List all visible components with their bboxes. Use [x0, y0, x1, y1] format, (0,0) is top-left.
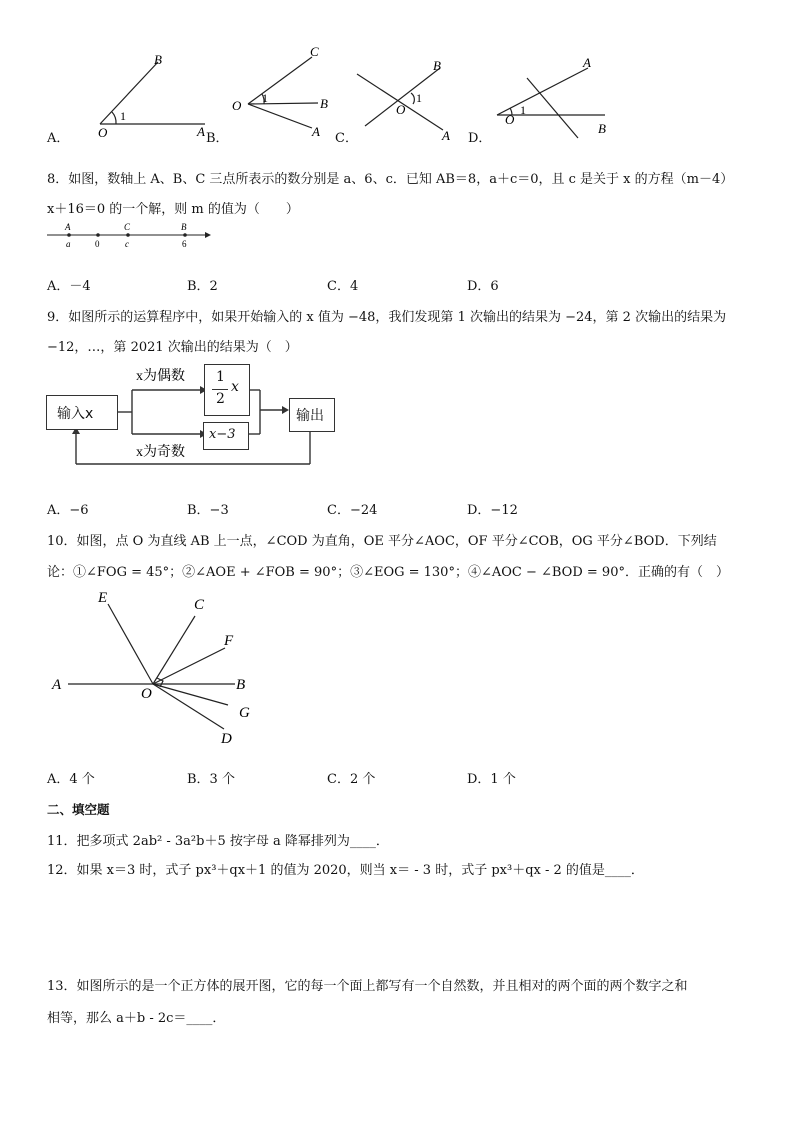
q10-label-f: F: [224, 633, 234, 649]
q11-text: 11．把多项式 2ab² - 3a²b＋5 按字母 a 降幂排列为____．: [47, 834, 389, 849]
q8-nl-c-bottom: c: [125, 239, 129, 249]
q8-nl-b-top: B: [181, 222, 187, 232]
q12-text: 12．如果 x＝3 时，式子 px³＋qx＋1 的值为 2020，则当 x＝ - 3 时，式子 px³＋qx - 2 的值是____．: [47, 863, 644, 878]
q7d-label-b: B: [598, 121, 606, 136]
q7-option-d-label[interactable]: D．: [468, 131, 492, 146]
q8-nl-zero: 0: [95, 239, 100, 249]
q9-option-a[interactable]: A．−6: [47, 503, 89, 518]
q9-option-d[interactable]: D．−12: [467, 503, 518, 518]
q10-text-line1: 10．如图，点 O 为直线 AB 上一点，∠COD 为直角，OE 平分∠AOC，OF 平分∠COB，OG 平分∠BOD．下列结: [47, 534, 717, 549]
q7a-label-b: B: [154, 52, 162, 67]
q13-text-line1: 13．如图所示的是一个正方体的展开图，它的每一个面上都写有一个自然数，并且相对的两个面的两个数字之和: [47, 979, 688, 994]
q10-label-c: C: [194, 597, 205, 613]
q9-half-var: x: [231, 379, 239, 395]
q9-flow-even-label: x为偶数: [136, 369, 185, 384]
q10-label-o: O: [141, 686, 152, 702]
q7c-label-a: A: [442, 128, 450, 143]
q8-text-line1: 8．如图，数轴上 A、B、C 三点所表示的数分别是 a、6、c．已知 AB＝8，a＋c＝0，且 c 是关于 x 的方程（m－4）: [47, 172, 734, 187]
q9-text-line2: −12，…，第 2021 次输出的结果为（ ）: [47, 340, 298, 355]
q8-nl-a-top: A: [65, 222, 71, 232]
q7d-label-1: 1: [520, 103, 526, 117]
q7d-label-a: A: [583, 55, 591, 70]
q9-output-text: 输出: [296, 408, 324, 424]
q13-text-line2: 相等，那么 a＋b - 2c＝____．: [47, 1011, 226, 1026]
q9-option-b[interactable]: B．−3: [187, 503, 229, 518]
q10-option-b[interactable]: B．3 个: [187, 772, 235, 787]
q10-label-e: E: [98, 590, 108, 606]
q7a-label-a: A: [197, 124, 205, 139]
q9-output-box: [289, 398, 335, 432]
q7-figure-a: [100, 62, 205, 124]
q7d-label-o: O: [505, 112, 515, 127]
q7-figure-b: [248, 57, 318, 128]
q7a-label-1: 1: [120, 109, 126, 123]
q8-option-b[interactable]: B．2: [187, 279, 218, 294]
q9-half-num: 1: [216, 369, 225, 385]
q7c-label-b: B: [433, 58, 441, 73]
q9-half-den: 2: [216, 391, 225, 407]
q9-fraction-bar: [212, 389, 228, 390]
q7-figures: [0, 40, 800, 150]
q10-label-d: D: [221, 731, 232, 747]
q10-label-a: A: [52, 677, 62, 693]
q7b-label-a: A: [312, 124, 320, 139]
q9-input-box: [46, 395, 118, 430]
q9-text-line1: 9．如图所示的运算程序中，如果开始输入的 x 值为 −48，我们发现第 1 次输出的结果为 −24，第 2 次输出的结果为: [47, 310, 727, 325]
q7a-label-o: O: [98, 125, 108, 140]
q7c-label-1: 1: [416, 91, 422, 105]
q7-option-c-label[interactable]: C．: [335, 131, 358, 146]
q9-half-box: [204, 364, 250, 416]
q8-nl-six: 6: [182, 239, 187, 249]
q8-option-c[interactable]: C．4: [327, 279, 359, 294]
q8-text-line2: x＋16＝0 的一个解，则 m 的值为（ ）: [47, 202, 299, 217]
q7b-label-1: 1: [262, 91, 268, 105]
q7b-label-o: O: [232, 98, 242, 113]
q7-figure-c: [357, 68, 443, 130]
q7b-label-c: C: [310, 44, 319, 59]
q7c-label-o: O: [396, 102, 406, 117]
q9-option-c[interactable]: C．−24: [327, 503, 378, 518]
q8-option-d[interactable]: D．6: [467, 279, 499, 294]
q10-option-d[interactable]: D．1 个: [467, 772, 516, 787]
q8-option-a[interactable]: A．－4: [47, 279, 91, 294]
q10-figure: [40, 585, 280, 750]
q9-minus-box: [203, 422, 249, 450]
q10-option-c[interactable]: C．2 个: [327, 772, 376, 787]
q10-label-b: B: [236, 677, 246, 693]
q7-figure-d: [497, 68, 605, 138]
q10-text-line2: 论：①∠FOG = 45°；②∠AOE + ∠FOB = 90°；③∠EOG = 130°；④∠AOC − ∠BOD = 90°．正确的有（ ）: [47, 565, 729, 580]
q9-flow-odd-label: x为奇数: [136, 445, 185, 460]
q7b-label-b: B: [320, 96, 328, 111]
q8-nl-c-top: C: [124, 222, 131, 232]
section-fill-in-title: 二、填空题: [47, 802, 110, 817]
q7-option-b-label[interactable]: B．: [206, 131, 229, 146]
q10-label-g: G: [239, 705, 250, 721]
q8-number-line: [40, 220, 220, 252]
q9-input-text: 输入x: [57, 406, 94, 422]
q10-option-a[interactable]: A．4 个: [47, 772, 95, 787]
q9-minus-text: x−3: [209, 427, 236, 442]
q7-option-a-label[interactable]: A．: [47, 131, 70, 146]
q8-nl-a-bottom: a: [66, 239, 71, 249]
